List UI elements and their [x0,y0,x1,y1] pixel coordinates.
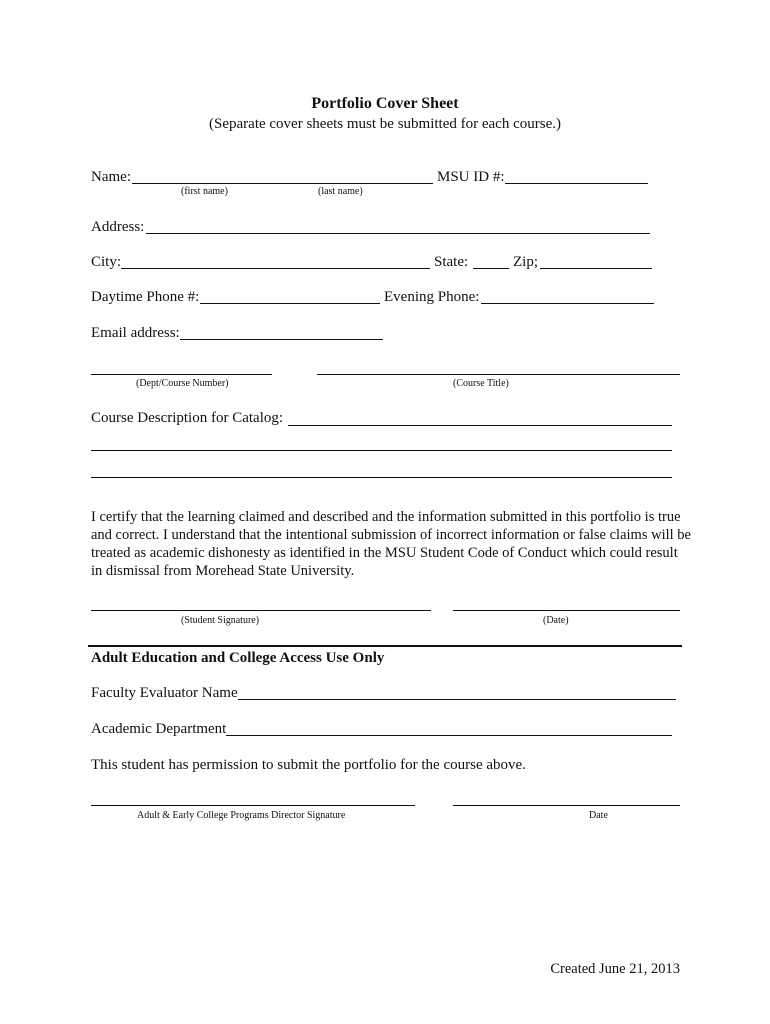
last-name-hint: (last name) [318,186,363,197]
signature-date-field[interactable] [453,610,680,611]
msu-id-label: MSU ID #: [437,169,505,185]
student-signature-field[interactable] [91,610,431,611]
page-title: Portfolio Cover Sheet [311,95,459,112]
page-subtitle: (Separate cover sheets must be submitted for each course.) [209,116,561,132]
academic-department-field[interactable] [226,735,672,736]
city-field[interactable] [121,268,430,269]
course-description-label: Course Description for Catalog: [91,410,284,426]
name-field[interactable] [132,183,433,184]
faculty-evaluator-field[interactable] [238,699,676,700]
state-field[interactable] [473,268,509,269]
section-divider [88,645,682,647]
director-date-hint: Date [589,810,608,821]
address-field[interactable] [146,233,650,234]
daytime-phone-label: Daytime Phone #: [91,289,200,305]
email-field[interactable] [180,339,383,340]
course-title-hint: (Course Title) [453,378,509,389]
first-name-hint: (first name) [181,186,228,197]
permission-text: This student has permission to submit the portfolio for the course above. [91,757,526,773]
zip-field[interactable] [540,268,652,269]
msu-id-field[interactable] [505,183,648,184]
state-label: State: [434,254,469,270]
created-date: Created June 21, 2013 [550,961,680,977]
signature-date-hint: (Date) [543,615,569,626]
certification-text: I certify that the learning claimed and described and the information submitted in this portfolio is true and correct. I understand that the intentional submission of incorrect information or false claims will be treated as academic dishonesty as identified in the MSU Student Code of Conduct which could result in dismissal from Morehead State University. [91,509,691,579]
director-signature-hint: Adult & Early College Programs Director Signature [137,810,346,821]
address-label: Address: [91,219,145,235]
evening-phone-label: Evening Phone: [384,289,480,305]
faculty-evaluator-label: Faculty Evaluator Name [91,685,238,701]
director-date-field[interactable] [453,805,680,806]
course-description-field[interactable] [288,425,672,426]
dept-course-hint: (Dept/Course Number) [136,378,229,389]
office-use-heading: Adult Education and College Access Use Only [91,650,385,666]
student-signature-hint: (Student Signature) [181,615,260,626]
evening-phone-field[interactable] [481,303,654,304]
academic-department-label: Academic Department [91,721,227,737]
course-description-line-2[interactable] [91,450,672,451]
city-label: City: [91,254,122,270]
name-label: Name: [91,169,131,185]
dept-course-field[interactable] [91,374,272,375]
course-description-line-3[interactable] [91,477,672,478]
director-signature-field[interactable] [91,805,415,806]
zip-label: Zip; [513,254,538,270]
email-label: Email address: [91,325,180,341]
course-title-field[interactable] [317,374,680,375]
daytime-phone-field[interactable] [200,303,380,304]
